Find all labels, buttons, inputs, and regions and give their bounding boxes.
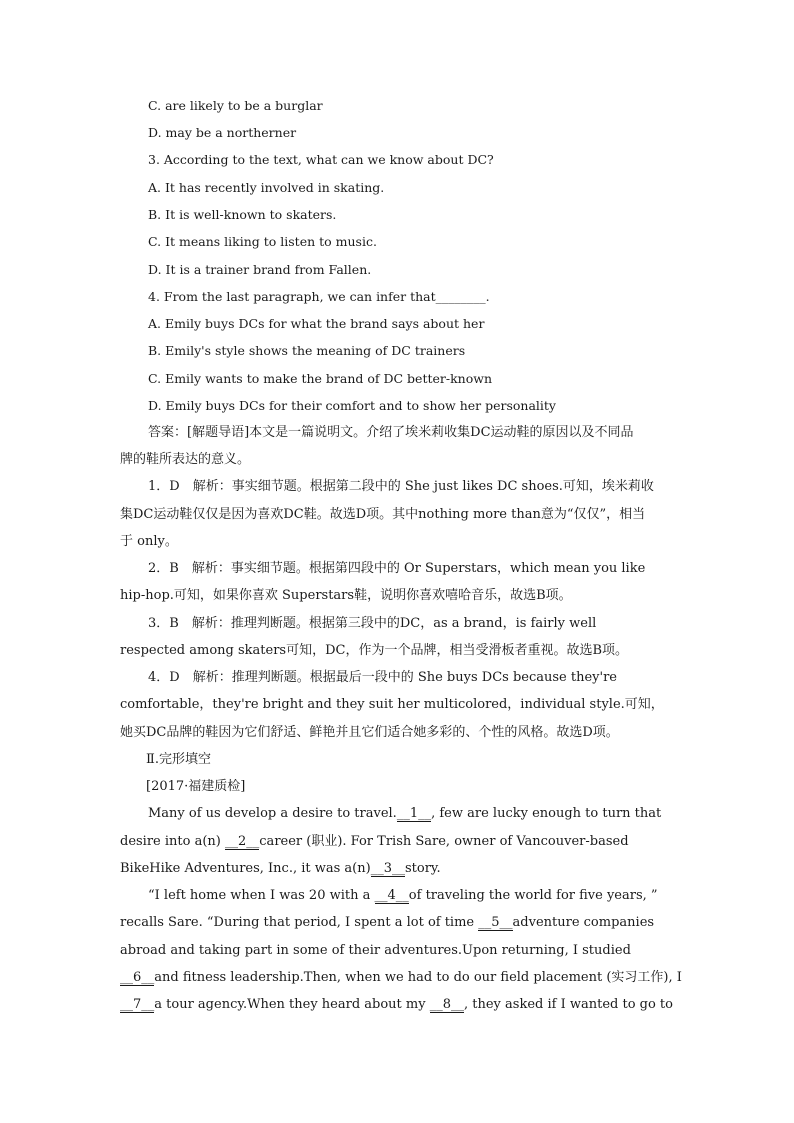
passage-text: and fitness leadership.Then, when we had to do our field placement (实习工作), I [154, 970, 682, 985]
explanation-3-line2: respected among skaters可知，DC，作为一个品牌，相当受滑板者重视。故选B项。 [120, 643, 629, 658]
passage-line8 [120, 997, 673, 1013]
blank-3[interactable]: __3__ [370, 861, 405, 876]
passage-text: , few are lucky enough to turn that [431, 806, 662, 821]
blank-8[interactable]: __8__ [429, 997, 464, 1012]
explanation-4-line1: 4．D 解析：推理判断题。根据最后一段中的 She buys DCs because they're [148, 670, 617, 685]
passage-line1 [148, 806, 661, 822]
explanation-3-line1: 3．B 解析：推理判断题。根据第三段中的DC，as a brand，is fairly well [148, 616, 597, 631]
passage-text: Many of us develop a desire to travel. [148, 806, 397, 821]
explanation-1-line3: 于 only。 [120, 534, 178, 549]
explanation-4-line3: 她买DC品牌的鞋因为它们舒适、鲜艳并且它们适合她多彩的、个性的风格。故选D项。 [120, 725, 619, 740]
blank-4[interactable]: __4__ [374, 888, 409, 903]
passage-text: , they asked if I wanted to go to [464, 997, 673, 1012]
explanation-1-line2: 集DC运动鞋仅仅是因为喜欢DC鞋。故选D项。其中nothing more than意为“仅仅”，相当 [120, 507, 646, 522]
blank-1[interactable]: __1__ [396, 806, 432, 821]
passage-line6: abroad and taking part in some of their adventures.Upon returning, I studied [120, 943, 631, 958]
answer-intro-line2: 牌的鞋所表达的意义。 [120, 452, 251, 467]
section-source: [2017·福建质检] [146, 779, 246, 794]
explanation-2-line1: 2．B 解析：事实细节题。根据第四段中的 Or Superstars，which mean you like [148, 561, 646, 576]
option-d-q4: D. Emily buys DCs for their comfort and to show her personality [148, 398, 556, 413]
question-3: 3. According to the text, what can we know about DC? [148, 152, 494, 167]
passage-line7 [120, 970, 682, 986]
explanation-2-line2: hip-hop.可知，如果你喜欢 Superstars鞋，说明你喜欢嘻哈音乐，故选B项。 [120, 588, 572, 603]
explanation-1-line1: 1．D 解析：事实细节题。根据第二段中的 She just likes DC shoes.可知，埃米莉收 [148, 479, 654, 494]
passage-text: BikeHike Adventures, Inc., it was a(n) [120, 861, 371, 876]
passage-text: of traveling the world for five years, ” [408, 888, 658, 903]
option-c-q4: C. Emily wants to make the brand of DC better-known [148, 371, 492, 386]
answer-intro-line1: 答案：[解题导语]本文是一篇说明文。介绍了埃米莉收集DC运动鞋的原因以及不同品 [148, 425, 634, 440]
passage-text: career (职业). For Trish Sare, owner of Vancouver-based [259, 834, 629, 849]
passage-text: a tour agency.When they heard about my [154, 997, 430, 1012]
blank-6[interactable]: __6__ [120, 970, 155, 985]
option-c-q3: C. It means liking to listen to music. [148, 234, 377, 249]
question-4: 4. From the last paragraph, we can infer that________. [148, 289, 490, 304]
passage-line4 [148, 888, 658, 904]
option-d-q3: D. It is a trainer brand from Fallen. [148, 262, 372, 277]
option-d-q2: D. may be a northerner [148, 125, 297, 140]
passage-line5 [120, 915, 654, 931]
option-a-q4: A. Emily buys DCs for what the brand says about her [148, 316, 485, 331]
option-b-q4: B. Emily's style shows the meaning of DC trainers [148, 343, 466, 358]
explanation-4-line2: comfortable，they're bright and they suit her multicolored，individual style.可知， [120, 697, 664, 712]
passage-line2 [120, 834, 629, 850]
passage-text: adventure companies [512, 915, 655, 930]
blank-2[interactable]: __2__ [225, 834, 260, 849]
passage-line3 [120, 861, 441, 877]
passage-text: story. [404, 861, 441, 876]
section-heading: Ⅱ.完形填空 [146, 752, 211, 767]
option-c-q2: C. are likely to be a burglar [148, 98, 323, 113]
blank-5[interactable]: __5__ [478, 915, 513, 930]
passage-text: recalls Sare. “During that period, I spent a lot of time [120, 915, 479, 930]
option-a-q3: A. It has recently involved in skating. [148, 180, 385, 195]
blank-7[interactable]: __7__ [120, 997, 155, 1012]
passage-text: “I left home when I was 20 with a [148, 888, 375, 903]
option-b-q3: B. It is well-known to skaters. [148, 207, 337, 222]
passage-text: desire into a(n) [120, 834, 225, 849]
